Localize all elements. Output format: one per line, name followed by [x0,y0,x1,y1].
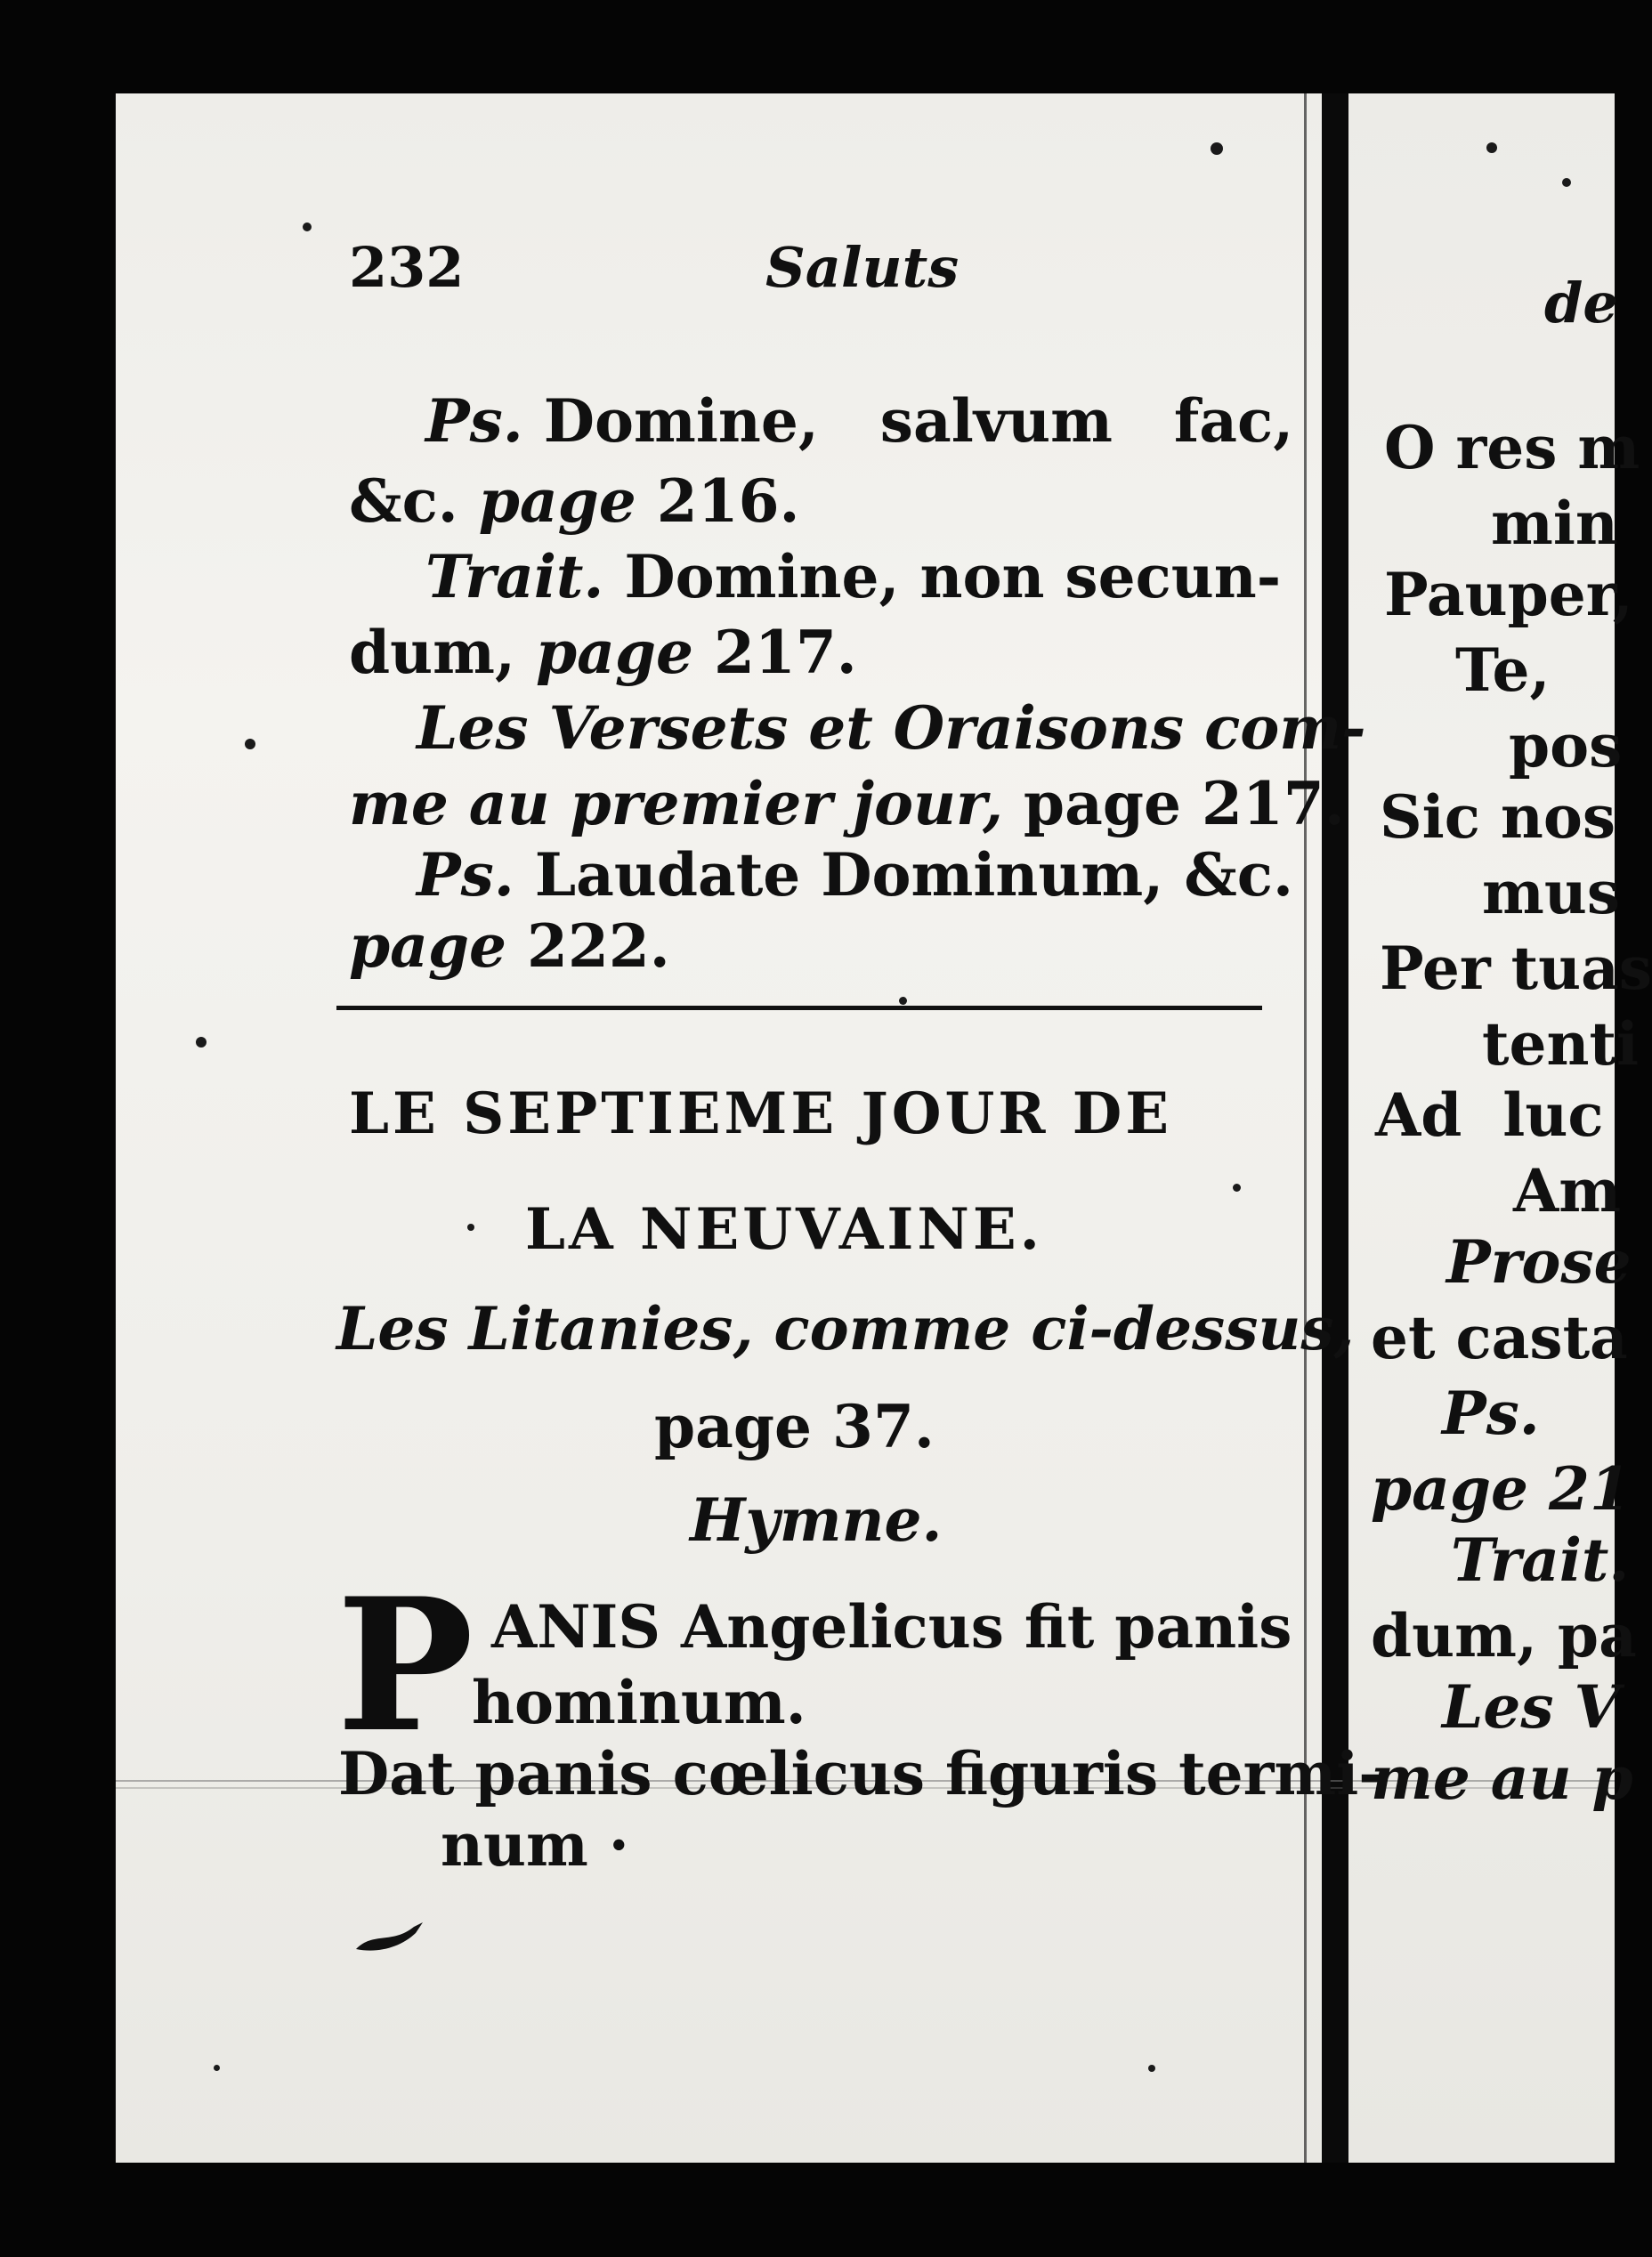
litanies-page-ref: page 37. [654,1392,935,1461]
text-line: mus [1482,858,1620,927]
rubric-label: Trait. [425,542,604,611]
line-text: Laudate Dominum, &c. [514,840,1293,910]
text-line [349,466,800,536]
page-ref-number: 222. [506,911,670,981]
hymn-title: Hymne. [690,1485,943,1555]
text-line: min [1491,489,1618,558]
text-line: Am [1513,1156,1622,1226]
line-text: Domine, non secun- [603,542,1282,611]
text-line: O res m [1384,413,1640,482]
text-line [349,618,857,687]
drop-cap: P [336,1559,474,1773]
text-line: Ps. [1442,1379,1540,1448]
dust-speck [1211,142,1223,155]
page-ref-number: 217. [693,618,857,687]
running-title-fragment: de [1544,271,1618,336]
page-ref-number: 216. [636,466,800,536]
line-text: Domine, salvum fac, [522,386,1294,456]
text-line: Te, [1455,635,1551,705]
right-page-content [1348,93,1652,2163]
text-line: dum, pa [1371,1601,1637,1671]
text-line: Per tuas [1380,934,1652,1003]
dust-speck [467,1224,474,1231]
hymn-line: num · [441,1810,629,1880]
text-line [425,386,1294,456]
dust-speck [303,222,312,231]
hymn-line: hominum. [472,1668,806,1737]
ink-flourish-icon [352,1913,432,1958]
dust-speck [245,739,255,749]
rubric-label: Ps. [425,386,523,456]
dust-speck [899,997,907,1005]
rubric-label: Ps. [417,840,514,910]
dust-speck [1148,2065,1155,2072]
text-line [425,542,1282,611]
running-title: Saluts [765,235,960,300]
line-text: page 217. [1002,769,1345,838]
hymn-line: Dat panis cœlicus figuris termi- [338,1739,1383,1808]
text-line: Trait. [1451,1525,1630,1595]
section-heading: LE SEPTIEME JOUR DE [349,1080,1173,1147]
text-line: Ad luc [1375,1080,1604,1150]
text-line: page 21 [1371,1454,1631,1524]
page-edge-crease [1304,93,1307,2163]
text-line [417,840,1293,910]
text-line: Sic nos [1380,782,1616,852]
line-text: dum, [349,618,536,687]
text-line: Les V [1442,1672,1620,1742]
section-rule [336,1006,1262,1010]
text-line: Les Versets et Oraisons com- [417,693,1366,763]
text-line: tenti [1482,1009,1640,1079]
text-line [349,769,1345,838]
page-number: 232 [349,235,465,300]
text-line: me au p [1371,1743,1633,1813]
text-line: Pauper, [1384,560,1633,629]
section-heading: LA NEUVAINE. [525,1196,1043,1263]
page-ref-label: page [349,911,507,981]
litanies-line: Les Litanies, comme ci-dessus, [336,1294,1355,1363]
page-ref-label: page [478,466,636,536]
text-line: pos [1509,711,1623,781]
line-text: &c. [349,466,479,536]
text-line: et casta [1371,1303,1628,1372]
hymn-line: ANIS Angelicus fit panis [491,1592,1292,1662]
dust-speck [214,2065,220,2071]
dust-speck [1233,1184,1241,1192]
text-line: Prose [1446,1227,1632,1297]
line-italic: me au premier jour, [349,769,1003,838]
page-gutter [1322,93,1348,2163]
text-line [349,911,670,981]
dust-speck [196,1037,206,1048]
page-ref-label: page [535,618,693,687]
